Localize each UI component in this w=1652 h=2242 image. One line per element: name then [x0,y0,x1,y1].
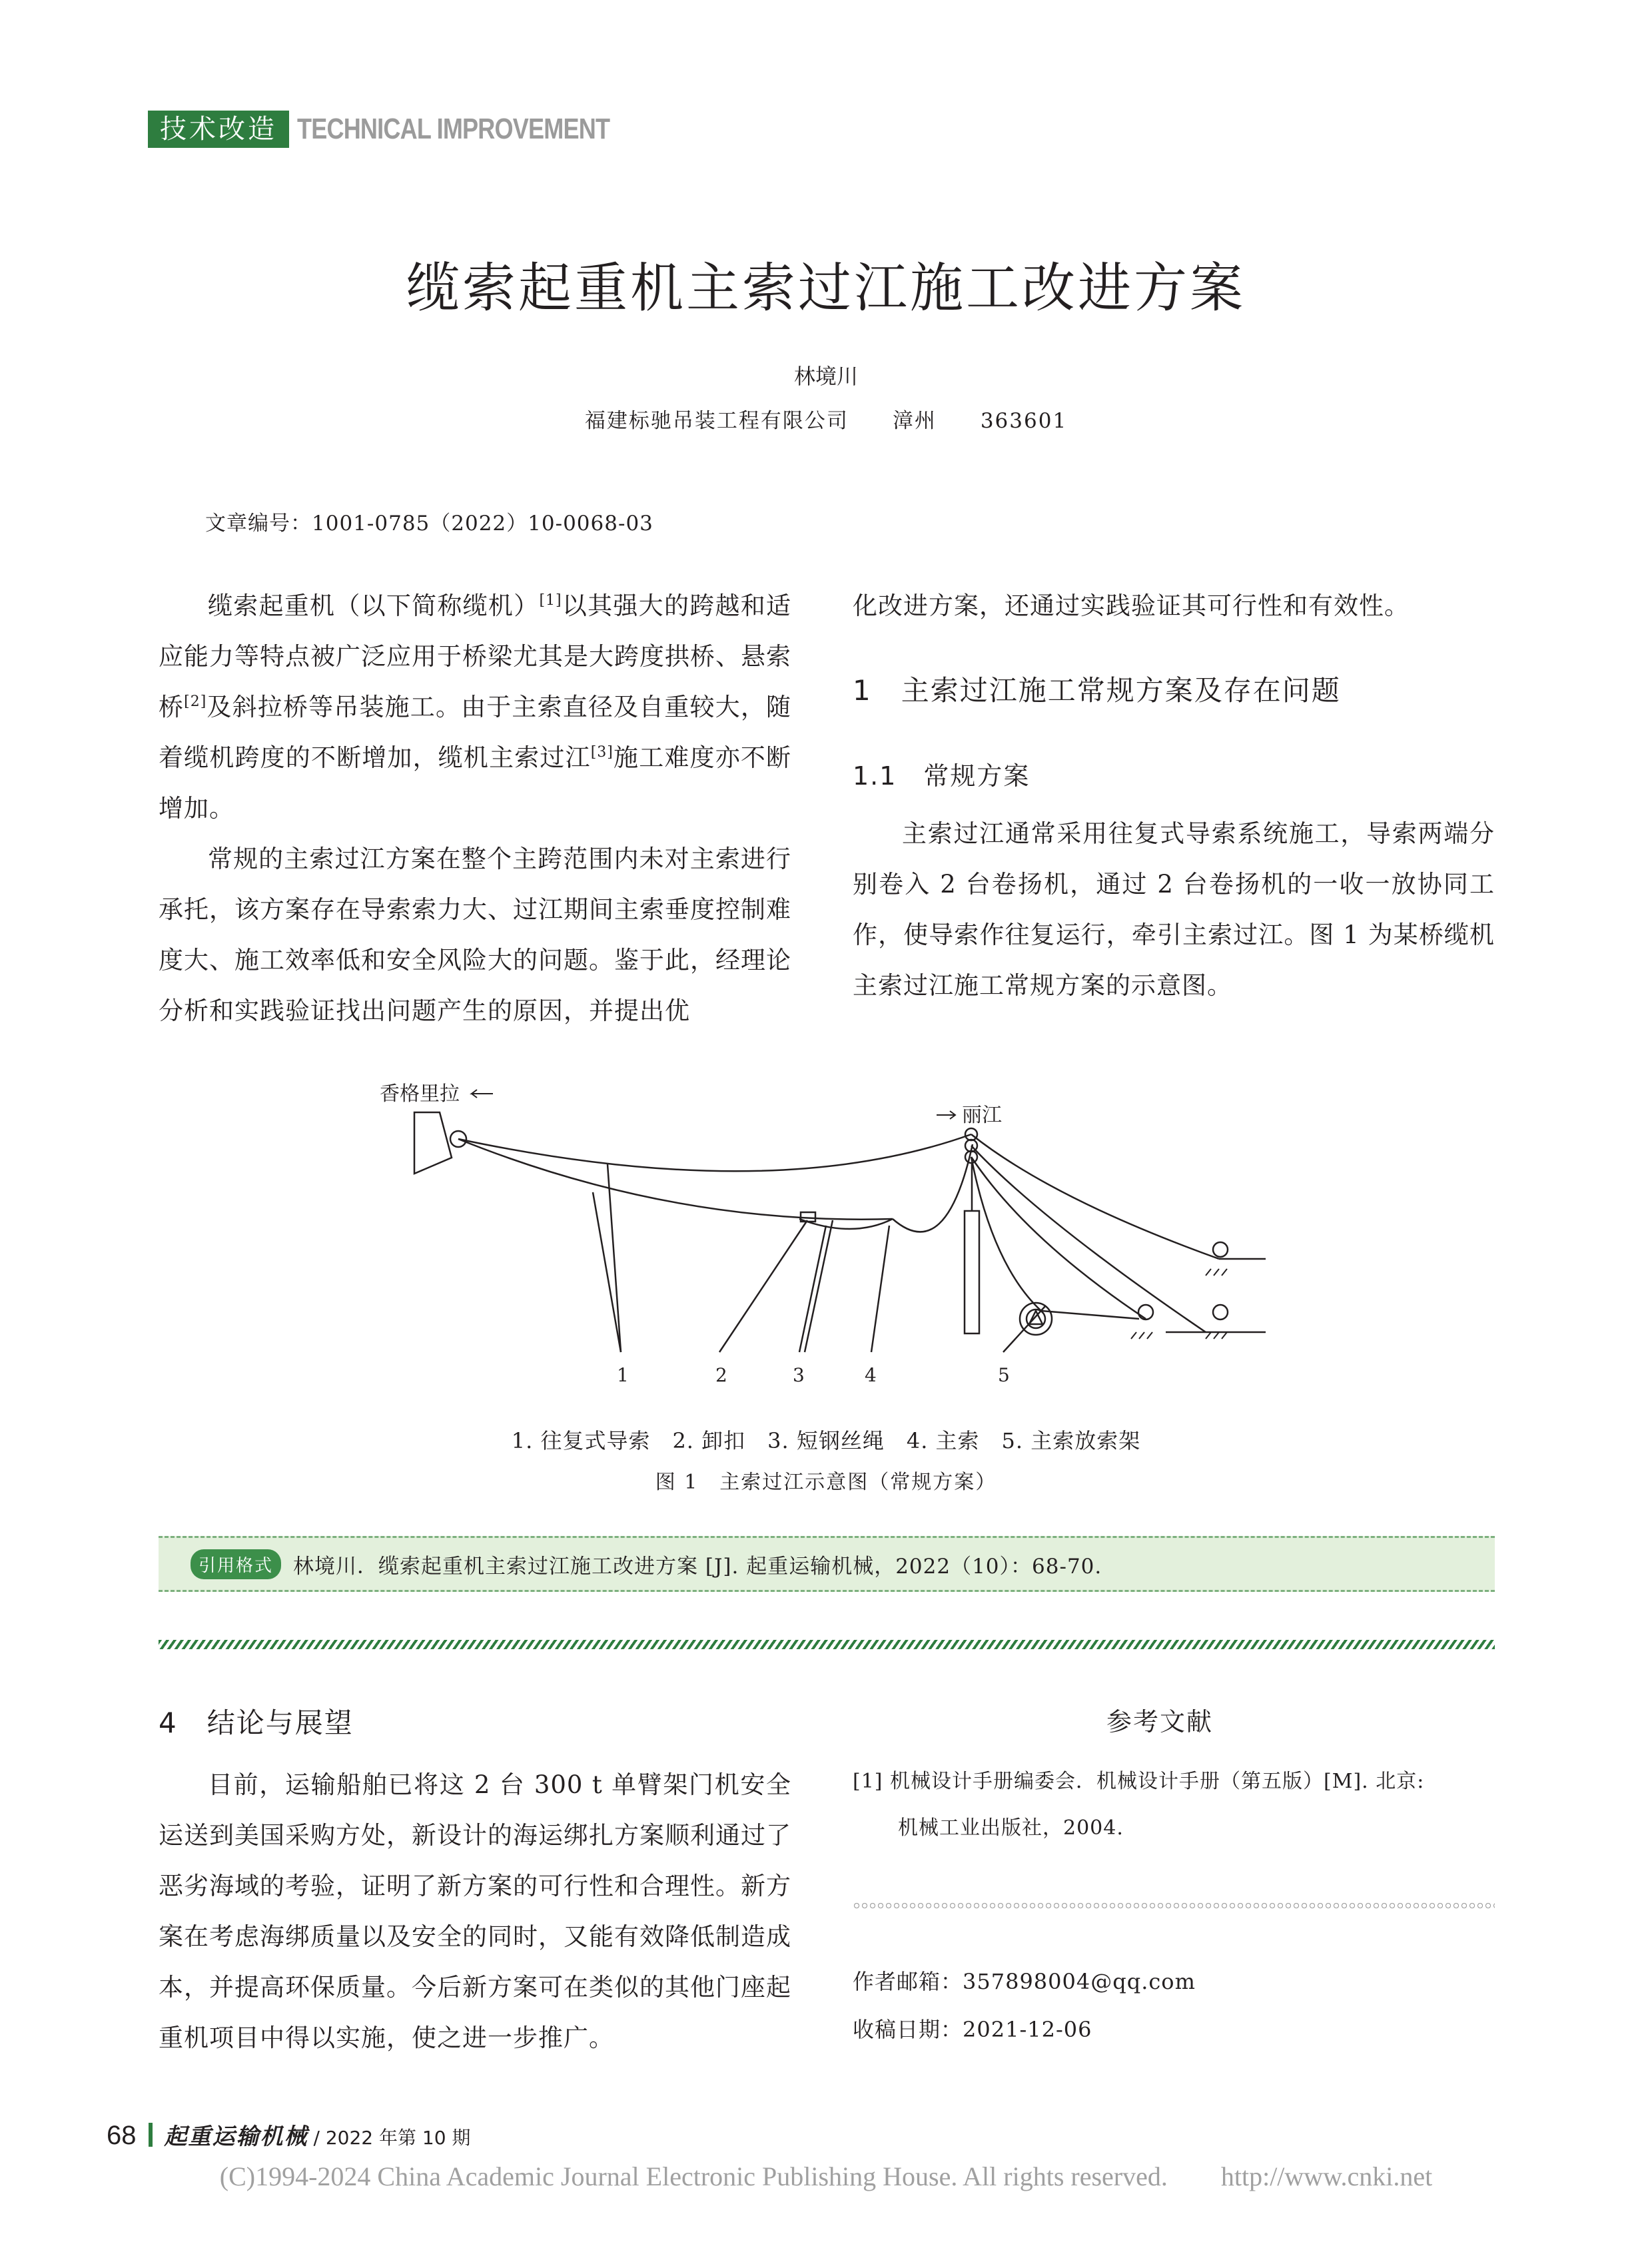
citation-badge: 引用格式 [191,1549,281,1579]
guide-rope-upper [458,1134,971,1171]
reference-1-line-2: 机械工业出版社，2004. [898,1816,1124,1840]
page-number: 68 [107,2121,137,2150]
figure-1-diagram [373,1066,1292,1399]
leader-1b [593,1192,621,1352]
citation-ref[interactable]: [3] [590,744,614,761]
figure-number-1: 1 [617,1364,629,1386]
received-date: 收稿日期：2021-12-06 [853,2017,1092,2042]
intro-text: 施工难度亦不断增加。 [159,743,792,823]
rope-to-winch-3 [971,1157,1146,1319]
section-4-paragraph: 目前，运输船舶已将这 2 台 300 t 单臂架门机安全运送到美国采购方处，新设计的海运绑扎方案顺利通过了恶劣海域的考验，证明了新方案的可行性和合理性。新方案在考虑海绑质量以及安全的同时，又能有效降低制造成本，并提高环保质量。今后新方案可在类似的其他门座起重机项目中得以实施，使之进一步推广。 [159,1770,791,2052]
winch-2 [1138,1305,1153,1319]
author-email: 作者邮箱：357898004@qq.com [853,1969,1196,1994]
leader-5 [1003,1306,1046,1352]
leader-3 [799,1226,826,1352]
figure-number-4: 4 [865,1364,877,1386]
figure-1-legend: 1. 往复式导索 2. 卸扣 3. 短钢丝绳 4. 主索 5. 主索放索架 [511,1428,1141,1453]
intro-column [159,581,791,1036]
section-label-en: TECHNICAL IMPROVEMENT [297,113,610,145]
intro-paragraph-2: 常规的主索过江方案在整个主跨范围内未对主索进行承托，该方案存在导索索力大、过江期间主索垂度控制难度大、施工效率低和安全风险大的问题。鉴于此，经理论分析和实践验证找出问题产生的原因，并提出优 [159,845,791,1025]
section-4-body [159,1760,791,2063]
footer-bar [149,2123,153,2147]
article-title: 缆索起重机主索过江施工改进方案 [406,257,1246,319]
section-1-1-heading: 1.1 常规方案 [853,761,1031,791]
reel-stand-outer [1020,1303,1052,1335]
author-affiliation: 福建标驰吊装工程有限公司 漳州 363601 [584,409,1068,433]
figure-number-3: 3 [793,1364,805,1386]
winch-3 [1213,1305,1228,1319]
leader-2 [719,1220,807,1352]
rope-to-winch-2 [971,1146,1206,1332]
references-title: 参考文献 [1106,1707,1213,1736]
tower [965,1211,979,1333]
intro-paragraph-1 [159,581,791,834]
page-footer [107,2118,470,2151]
intro-text: 及斜拉桥等吊装施工。由于主索直径及自重较大，随着缆机跨度的不断增加，缆机主索过江 [159,693,792,772]
issue-info: / 2022 年第 10 期 [313,2127,471,2149]
label-shangri-la: 香格里拉 [380,1082,460,1106]
author-name: 林境川 [793,364,858,389]
figure-number-2: 2 [715,1364,727,1386]
intro-text: 以其强大的跨越和适应能力等特点被广泛应用于桥梁尤其是大跨度拱桥、悬索桥 [159,591,792,721]
section-divider [159,1640,1495,1649]
section-1-heading: 1 主索过江施工常规方案及存在问题 [853,674,1341,707]
ground-line-3 [1041,1311,1139,1319]
label-lijiang: 丽江 [962,1104,1002,1127]
intro-text: 缆索起重机（以下简称缆机） [208,591,540,620]
reference-1-line-1: [1] 机械设计手册编委会．机械设计手册（第五版）[M]. 北京: [853,1770,1425,1793]
arrow-left-icon [472,1090,493,1098]
figure-1-caption: 图 1 主索过江示意图（常规方案） [655,1471,997,1494]
arrow-right-icon [937,1111,955,1119]
leader-1 [608,1164,621,1352]
figure-number-5: 5 [998,1364,1010,1386]
winch-1 [1213,1242,1228,1257]
references-divider [853,1901,1495,1910]
leader-4 [871,1226,889,1352]
section-4-heading: 4 结论与展望 [159,1706,354,1739]
section-1-body [853,809,1495,1011]
journal-name: 起重运输机械 [164,2123,308,2150]
citation-ref[interactable]: [1] [539,592,562,609]
main-cable-sag [799,1219,893,1229]
section-header [148,111,678,148]
intro-continuation [853,581,1495,631]
reference-1 [853,1758,1492,1852]
left-anchor [414,1112,452,1174]
citation-box [159,1536,1495,1592]
citation-ref[interactable]: [2] [184,693,207,710]
section-label-cn: 技术改造 [148,111,289,148]
leader-3b [805,1220,833,1352]
rope-to-winch-1 [971,1134,1219,1259]
article-number: 文章编号：1001-0785（2022）10-0068-03 [205,512,653,536]
copyright-notice: (C)1994-2024 China Academic Journal Electronic Publishing House. All rights reserved. http://www.cnki.net [219,2161,1433,2191]
intro-paragraph-2-cont: 化改进方案，还通过实践验证其可行性和有效性。 [853,591,1410,620]
section-1-paragraph: 主索过江通常采用往复式导索系统施工，导索两端分别卷入 2 台卷扬机，通过 2 台卷扬机的一收一放协同工作，使导索作往复运行，牵引主索过江。图 1 为某桥缆机主索过江施工常规方案的示意图。 [853,819,1495,1000]
main-cable [893,1144,973,1232]
citation-text: 林境川．缆索起重机主索过江施工改进方案 [J]. 起重运输机械，2022（10）：68-70. [293,1554,1102,1579]
